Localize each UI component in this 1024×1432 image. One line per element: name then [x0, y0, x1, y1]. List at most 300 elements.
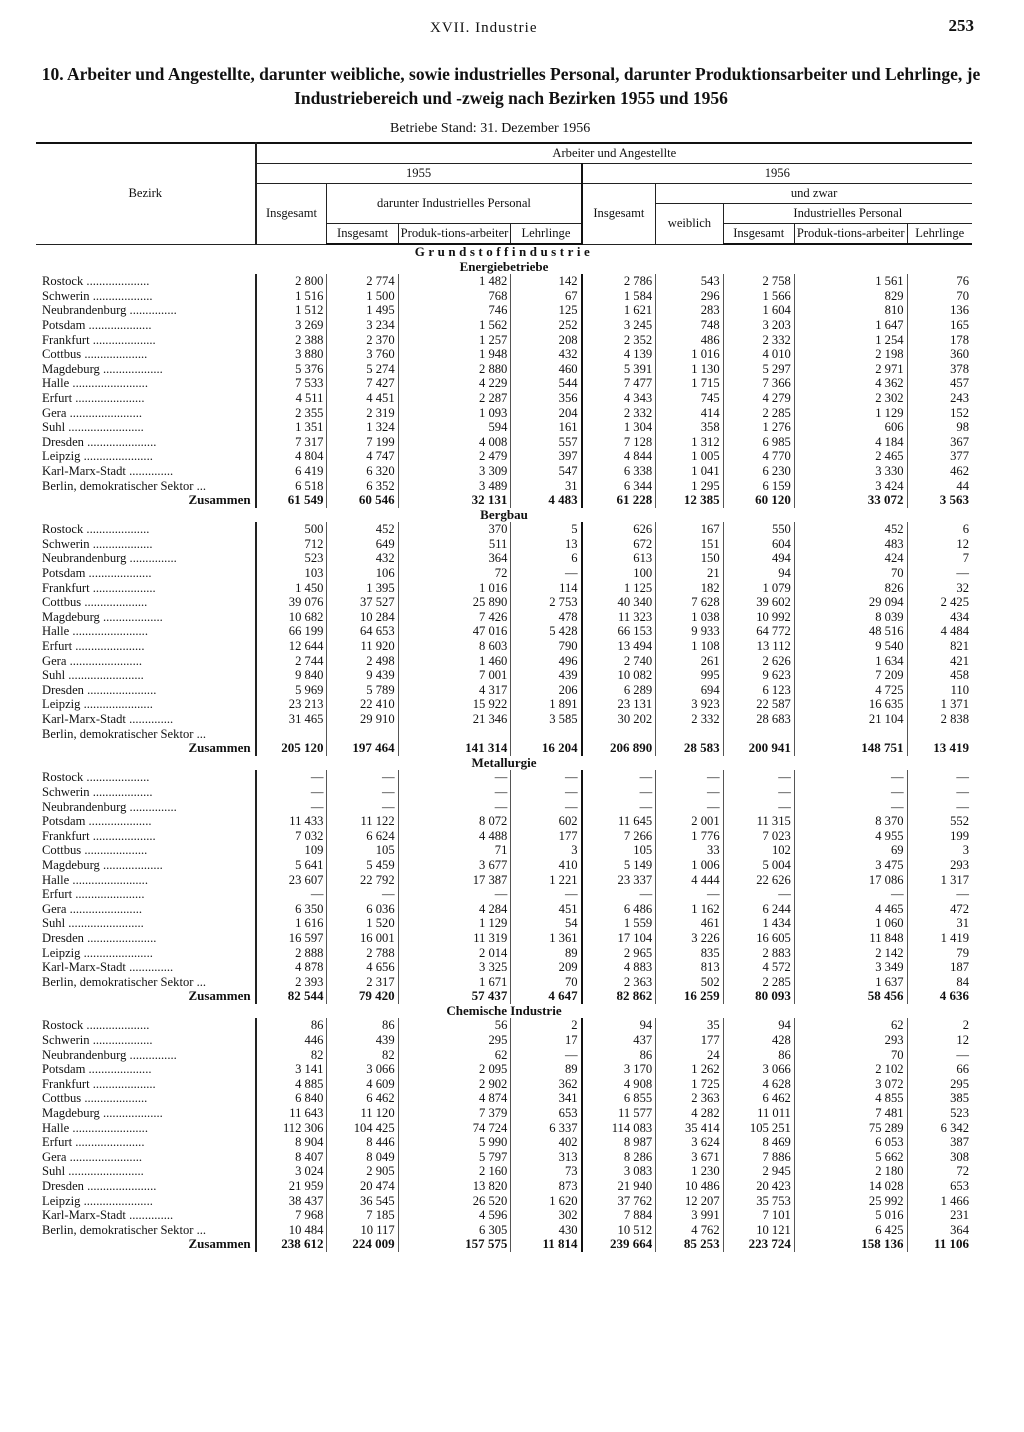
- table-cell: 11 323: [582, 610, 656, 625]
- table-cell: 21 940: [582, 1179, 656, 1194]
- table-cell: 82: [327, 1048, 398, 1063]
- bezirk-label: Schwerin ...................: [36, 785, 256, 800]
- table-cell: 1 891: [511, 697, 582, 712]
- table-cell: 1 276: [723, 420, 794, 435]
- total-cell: 57 437: [398, 989, 511, 1004]
- table-cell: 150: [656, 551, 723, 566]
- table-cell: 5: [511, 522, 582, 537]
- table-cell: 428: [723, 1033, 794, 1048]
- table-cell: 54: [511, 916, 582, 931]
- table-cell: 142: [511, 274, 582, 289]
- table-cell: 199: [950, 828, 969, 843]
- table-cell: 1 466: [940, 1193, 969, 1208]
- table-cell: 557: [511, 435, 582, 450]
- table-cell: 105: [327, 843, 398, 858]
- table-row: [36, 1164, 972, 1179]
- table-cell: 483: [794, 537, 907, 552]
- table-cell: 1 093: [398, 406, 511, 421]
- section-heading: Bergbau: [480, 506, 528, 522]
- table-cell: 70: [511, 975, 582, 990]
- table-cell: 177: [656, 1033, 723, 1048]
- table-cell: 2 180: [794, 1164, 907, 1179]
- table-cell: 1 312: [656, 435, 723, 450]
- table-cell: 829: [794, 289, 907, 304]
- table-cell: 16 597: [256, 931, 327, 946]
- bezirk-label: Rostock ....................: [36, 1018, 256, 1033]
- bezirk-label: Cottbus ....................: [36, 347, 256, 362]
- table-row: [36, 800, 972, 815]
- table-cell: 64 772: [723, 624, 794, 639]
- table-cell: 472: [950, 901, 969, 916]
- table-cell: 11 315: [723, 814, 794, 829]
- table-cell: 94: [723, 566, 794, 581]
- table-cell: 9 439: [327, 668, 398, 683]
- table-cell: 6 840: [256, 1091, 327, 1106]
- table-cell: 3: [511, 843, 582, 858]
- table-cell: 378: [950, 361, 969, 376]
- table-cell: 84: [956, 974, 969, 989]
- table-cell: 15 922: [398, 697, 511, 712]
- bezirk-label: Berlin, demokratischer Sektor ...: [36, 479, 256, 494]
- table-cell: 4 572: [723, 960, 794, 975]
- bezirk-label: Halle ........................: [36, 624, 256, 639]
- table-cell: 2 945: [723, 1164, 794, 1179]
- table-cell: 20 474: [327, 1179, 398, 1194]
- bezirk-label: Karl-Marx-Stadt ..............: [36, 960, 256, 975]
- table-row: [36, 785, 972, 800]
- table-cell: 2 102: [794, 1062, 907, 1077]
- table-title: 10. Arbeiter und Angestellte, darunter weibliche, sowie industrielles Personal, darunter Produktionsarbeiter und Lehrlinge, je Industriebereich und -zweig nach Bezirken 1955 und 1956: [41, 64, 981, 108]
- bezirk-label: Potsdam ....................: [36, 566, 256, 581]
- bezirk-label: Magdeburg ...................: [36, 610, 256, 625]
- total-cell: 33 072: [794, 493, 907, 508]
- table-cell: 2 319: [327, 406, 398, 421]
- table-row: [36, 946, 972, 961]
- table-cell: 10 284: [327, 610, 398, 625]
- col-header-bezirk: Bezirk: [36, 143, 256, 244]
- table-cell: —: [723, 770, 794, 785]
- table-cell: 6 159: [723, 479, 794, 494]
- table-row: [36, 362, 972, 377]
- table-cell: 1 520: [327, 916, 398, 931]
- table-cell: 48 516: [794, 624, 907, 639]
- table-cell: 1 715: [656, 376, 723, 391]
- table-cell: 432: [511, 347, 582, 362]
- table-cell: 432: [327, 551, 398, 566]
- table-cell: 103: [256, 566, 327, 581]
- table-cell: 2 332: [723, 333, 794, 348]
- table-cell: —: [582, 800, 656, 815]
- bezirk-label: Cottbus ....................: [36, 595, 256, 610]
- bezirk-label: Dresden ......................: [36, 1179, 256, 1194]
- table-cell: 4 656: [327, 960, 398, 975]
- table-cell: 21 346: [398, 712, 511, 727]
- table-cell: 8 904: [256, 1135, 327, 1150]
- table-cell: 6 462: [327, 1091, 398, 1106]
- table-cell: 69: [794, 843, 907, 858]
- table-row: [36, 566, 972, 581]
- table-cell: 5 662: [794, 1150, 907, 1165]
- table-cell: [398, 727, 511, 742]
- table-cell: 5 641: [256, 858, 327, 873]
- table-cell: 2 888: [256, 946, 327, 961]
- table-cell: 1 516: [256, 289, 327, 304]
- table-cell: —: [511, 566, 582, 581]
- table-cell: 6 337: [511, 1121, 582, 1136]
- col-header-und-zwar: und zwar: [656, 184, 972, 204]
- table-cell: 6 230: [723, 464, 794, 479]
- table-cell: 293: [950, 857, 969, 872]
- table-cell: 98: [956, 420, 969, 435]
- table-row: [36, 668, 972, 683]
- table-cell: 7 379: [398, 1106, 511, 1121]
- table-cell: 7 001: [398, 668, 511, 683]
- table-cell: 2 285: [723, 975, 794, 990]
- table-cell: 22 792: [327, 873, 398, 888]
- table-cell: 6 985: [723, 435, 794, 450]
- table-cell: 1 559: [582, 916, 656, 931]
- table-cell: 367: [950, 434, 969, 449]
- table-cell: 3 991: [656, 1208, 723, 1223]
- table-cell: 3 170: [582, 1062, 656, 1077]
- total-cell: 80 093: [723, 989, 794, 1004]
- group-heading-row: [36, 244, 972, 260]
- table-cell: 7 884: [582, 1208, 656, 1223]
- table-row: [36, 318, 972, 333]
- table-cell: 62: [794, 1018, 907, 1033]
- table-cell: —: [256, 887, 327, 902]
- table-cell: 177: [511, 829, 582, 844]
- table-cell: 12 207: [656, 1194, 723, 1209]
- table-cell: 7 266: [582, 829, 656, 844]
- table-cell: 1 125: [582, 581, 656, 596]
- table-cell: 2: [511, 1018, 582, 1033]
- table-row: [36, 712, 972, 727]
- table-cell: 204: [511, 406, 582, 421]
- table-cell: 302: [511, 1208, 582, 1223]
- table-row: [36, 274, 972, 289]
- total-cell: 148 751: [794, 741, 907, 756]
- table-cell: 364: [950, 1222, 969, 1237]
- table-cell: 36 545: [327, 1194, 398, 1209]
- table-cell: 23 131: [582, 697, 656, 712]
- bezirk-label: Neubrandenburg ...............: [36, 1048, 256, 1063]
- bezirk-label: Leipzig ......................: [36, 449, 256, 464]
- table-header: [36, 143, 972, 244]
- table-cell: 2 744: [256, 654, 327, 669]
- table-cell: 86: [723, 1048, 794, 1063]
- table-cell: 810: [794, 303, 907, 318]
- col-header-1956: 1956: [582, 164, 972, 184]
- table-cell: 4 725: [794, 683, 907, 698]
- table-cell: 7 968: [256, 1208, 327, 1223]
- table-cell: 511: [398, 537, 511, 552]
- table-cell: 8 469: [723, 1135, 794, 1150]
- col-header-produktionsarbeiter-1956: Produk-tions-arbeiter: [794, 224, 907, 245]
- table-row: [36, 537, 972, 552]
- table-cell: 821: [950, 639, 969, 654]
- table-cell: [794, 727, 907, 742]
- table-cell: 1 351: [256, 420, 327, 435]
- table-cell: 17 104: [582, 931, 656, 946]
- table-cell: 6 518: [256, 479, 327, 494]
- table-cell: —: [327, 800, 398, 815]
- table-cell: 626: [582, 522, 656, 537]
- table-cell: 2 786: [582, 274, 656, 289]
- table-cell: 73: [511, 1164, 582, 1179]
- table-cell: 1 262: [656, 1062, 723, 1077]
- table-cell: 2 285: [723, 406, 794, 421]
- table-cell: 10 117: [327, 1223, 398, 1238]
- table-cell: 2 774: [327, 274, 398, 289]
- table-cell: 178: [950, 332, 969, 347]
- table-cell: [511, 727, 582, 742]
- table-cell: 3 141: [256, 1062, 327, 1077]
- table-cell: 604: [723, 537, 794, 552]
- total-cell: 141 314: [398, 741, 511, 756]
- table-cell: 694: [656, 683, 723, 698]
- table-cell: 29 094: [794, 595, 907, 610]
- table-cell: 44: [956, 478, 969, 493]
- total-cell: 3 563: [939, 492, 969, 508]
- table-cell: 1 221: [511, 873, 582, 888]
- bezirk-label: Leipzig ......................: [36, 946, 256, 961]
- total-label: Zusammen: [36, 741, 256, 756]
- bezirk-label: Berlin, demokratischer Sektor ...: [36, 727, 256, 742]
- table-cell: 11 645: [582, 814, 656, 829]
- table-cell: 3 066: [327, 1062, 398, 1077]
- section-heading: Chemische Industrie: [446, 1002, 562, 1018]
- table-cell: 152: [950, 405, 969, 420]
- total-cell: 206 890: [582, 741, 656, 756]
- table-cell: 2 014: [398, 946, 511, 961]
- table-cell: 79: [956, 945, 969, 960]
- table-cell: 295: [950, 1076, 969, 1091]
- table-cell: 7 101: [723, 1208, 794, 1223]
- table-cell: 112 306: [256, 1121, 327, 1136]
- table-cell: 6 350: [256, 902, 327, 917]
- table-cell: 11 920: [327, 639, 398, 654]
- table-cell: 768: [398, 289, 511, 304]
- table-cell: 4 010: [723, 347, 794, 362]
- table-cell: 2 788: [327, 946, 398, 961]
- table-cell: 1 257: [398, 333, 511, 348]
- bezirk-label: Neubrandenburg ...............: [36, 303, 256, 318]
- table-cell: 3: [962, 843, 969, 858]
- total-row: [36, 1237, 972, 1252]
- bezirk-label: Leipzig ......................: [36, 697, 256, 712]
- table-cell: 421: [950, 653, 969, 668]
- total-cell: 60 120: [723, 493, 794, 508]
- total-cell: 16 259: [656, 989, 723, 1004]
- table-cell: 6 855: [582, 1091, 656, 1106]
- table-cell: 110: [950, 682, 969, 697]
- table-cell: 452: [794, 522, 907, 537]
- table-cell: 4 878: [256, 960, 327, 975]
- table-cell: 1 584: [582, 289, 656, 304]
- total-cell: 158 136: [794, 1237, 907, 1252]
- bezirk-label: Gera .......................: [36, 654, 256, 669]
- table-cell: 1 324: [327, 420, 398, 435]
- table-cell: 11 643: [256, 1106, 327, 1121]
- table-cell: 602: [511, 814, 582, 829]
- table-cell: 14 028: [794, 1179, 907, 1194]
- table-cell: 6 624: [327, 829, 398, 844]
- table-cell: 2 001: [656, 814, 723, 829]
- table-cell: 478: [511, 610, 582, 625]
- bezirk-label: Magdeburg ...................: [36, 858, 256, 873]
- table-cell: 4 609: [327, 1077, 398, 1092]
- table-cell: 231: [950, 1208, 969, 1223]
- table-row: [36, 581, 972, 596]
- col-header-ip-1956: Industrielles Personal: [723, 204, 972, 224]
- table-cell: 8 286: [582, 1150, 656, 1165]
- table-cell: —: [956, 770, 969, 785]
- table-cell: 486: [656, 333, 723, 348]
- table-cell: 22 587: [723, 697, 794, 712]
- table-cell: 1 006: [656, 858, 723, 873]
- total-row: [36, 493, 972, 508]
- col-header-insgesamt-1955: Insgesamt: [256, 184, 327, 245]
- table-cell: 106: [327, 566, 398, 581]
- table-cell: 712: [256, 537, 327, 552]
- table-cell: 5 797: [398, 1150, 511, 1165]
- table-cell: 2 370: [327, 333, 398, 348]
- table-row: [36, 858, 972, 873]
- table-cell: 136: [950, 303, 969, 318]
- table-cell: 550: [723, 522, 794, 537]
- table-row: [36, 814, 972, 829]
- col-header-lehrlinge-1955: Lehrlinge: [511, 224, 582, 245]
- table-cell: —: [327, 887, 398, 902]
- table-cell: 1 419: [940, 930, 969, 945]
- bezirk-label: Suhl ........................: [36, 916, 256, 931]
- table-cell: 9 840: [256, 668, 327, 683]
- table-cell: 653: [950, 1179, 969, 1193]
- table-cell: 672: [582, 537, 656, 552]
- total-cell: 197 464: [327, 741, 398, 756]
- table-cell: 594: [398, 420, 511, 435]
- group-heading: Grundstoffindustrie: [414, 244, 594, 259]
- table-row: [36, 1018, 972, 1033]
- table-cell: 377: [950, 449, 969, 464]
- table-cell: 1 130: [656, 362, 723, 377]
- table-cell: 7 886: [723, 1150, 794, 1165]
- table-cell: 4 465: [794, 902, 907, 917]
- table-cell: 2 317: [327, 975, 398, 990]
- table-cell: 4 596: [398, 1208, 511, 1223]
- table-cell: 502: [656, 975, 723, 990]
- table-cell: 11 433: [256, 814, 327, 829]
- table-row: [36, 420, 972, 435]
- table-cell: 1 295: [656, 479, 723, 494]
- table-cell: 89: [511, 946, 582, 961]
- table-cell: 1 317: [940, 872, 969, 887]
- table-row: [36, 610, 972, 625]
- table-cell: 17 086: [794, 873, 907, 888]
- table-cell: 1 495: [327, 303, 398, 318]
- table-cell: 3 226: [656, 931, 723, 946]
- total-cell: 11 814: [511, 1237, 582, 1252]
- table-cell: 114: [511, 581, 582, 596]
- bezirk-label: Frankfurt ....................: [36, 333, 256, 348]
- table-cell: 12: [956, 536, 969, 551]
- table-cell: 4 484: [940, 624, 969, 639]
- table-row: [36, 406, 972, 421]
- total-cell: 4 647: [511, 989, 582, 1004]
- table-cell: 356: [511, 391, 582, 406]
- bezirk-label: Erfurt ......................: [36, 391, 256, 406]
- table-cell: 6 486: [582, 902, 656, 917]
- table-cell: 16 635: [794, 697, 907, 712]
- table-cell: 8 407: [256, 1150, 327, 1165]
- table-row: [36, 873, 972, 888]
- table-cell: 24: [656, 1048, 723, 1063]
- table-cell: 2 498: [327, 654, 398, 669]
- table-row: [36, 887, 972, 902]
- table-cell: 5 428: [511, 624, 582, 639]
- table-cell: 1 230: [656, 1164, 723, 1179]
- table-cell: 6 344: [582, 479, 656, 494]
- table-row: [36, 931, 972, 946]
- table-cell: 70: [956, 288, 969, 303]
- table-cell: 11 577: [582, 1106, 656, 1121]
- table-cell: 2 883: [723, 946, 794, 961]
- table-cell: 3 309: [398, 464, 511, 479]
- table-cell: 653: [511, 1106, 582, 1121]
- bezirk-label: Halle ........................: [36, 376, 256, 391]
- table-cell: 40 340: [582, 595, 656, 610]
- table-cell: 835: [656, 946, 723, 961]
- table-cell: 37 527: [327, 595, 398, 610]
- bezirk-label: Potsdam ....................: [36, 1062, 256, 1077]
- table-row: [36, 1033, 972, 1048]
- table-cell: 3 245: [582, 318, 656, 333]
- col-header-produktionsarbeiter-1955: Produk-tions-arbeiter: [398, 224, 511, 245]
- table-cell: 72: [956, 1164, 969, 1179]
- table-cell: 547: [511, 464, 582, 479]
- table-cell: 31: [511, 479, 582, 494]
- table-cell: 70: [794, 1048, 907, 1063]
- table-cell: 1 450: [256, 581, 327, 596]
- statistics-table: [36, 142, 972, 1252]
- table-cell: —: [956, 887, 969, 902]
- table-cell: 296: [656, 289, 723, 304]
- table-cell: 6 320: [327, 464, 398, 479]
- table-cell: 1 005: [656, 449, 723, 464]
- total-cell: 223 724: [723, 1237, 794, 1252]
- table-cell: 1 254: [794, 333, 907, 348]
- table-cell: 3 677: [398, 858, 511, 873]
- bezirk-label: Cottbus ....................: [36, 843, 256, 858]
- section-heading-row: [36, 756, 972, 771]
- table-cell: 86: [256, 1018, 327, 1033]
- bezirk-label: Suhl ........................: [36, 668, 256, 683]
- table-row: [36, 435, 972, 450]
- table-cell: 6 305: [398, 1223, 511, 1238]
- table-cell: 295: [398, 1033, 511, 1048]
- table-cell: 10 484: [256, 1223, 327, 1238]
- table-cell: 1 108: [656, 639, 723, 654]
- table-cell: 11 122: [327, 814, 398, 829]
- table-cell: 8 370: [794, 814, 907, 829]
- table-cell: 62: [398, 1048, 511, 1063]
- table-cell: 8 603: [398, 639, 511, 654]
- table-cell: 364: [398, 551, 511, 566]
- table-cell: 458: [950, 668, 969, 683]
- table-cell: 552: [950, 814, 969, 829]
- bezirk-label: Frankfurt ....................: [36, 829, 256, 844]
